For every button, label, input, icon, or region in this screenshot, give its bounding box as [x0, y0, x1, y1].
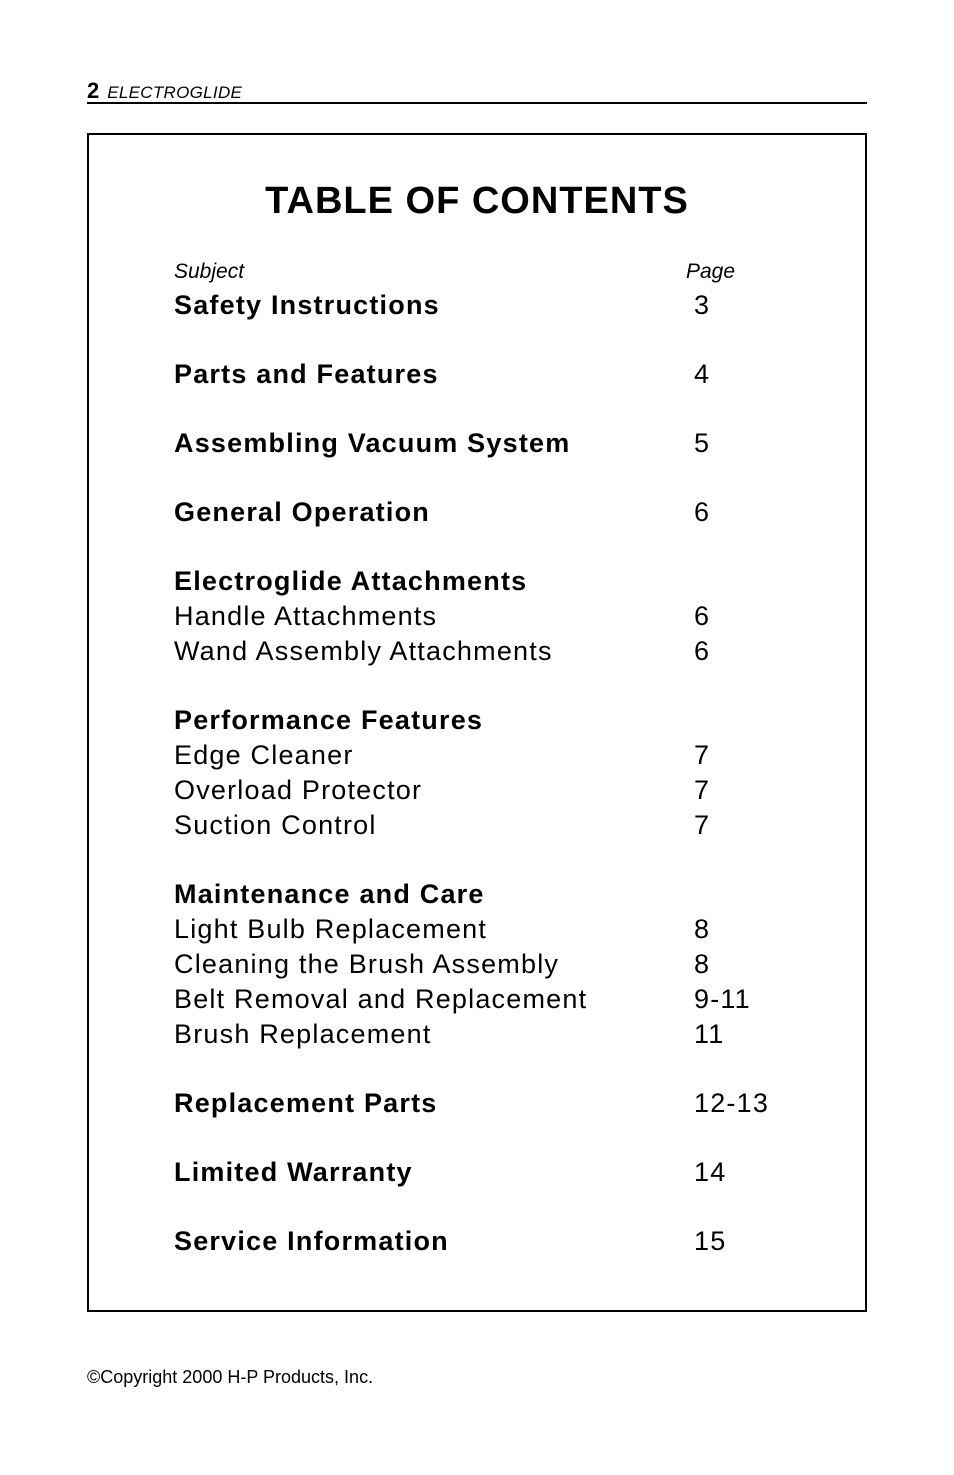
- toc-entry-label: Wand Assembly Attachments: [174, 636, 553, 666]
- page-column-header: Page: [686, 260, 736, 283]
- toc-entry-page: 8: [694, 949, 711, 979]
- toc-entry-page: 15: [694, 1226, 727, 1256]
- toc-entry-label: General Operation: [174, 497, 430, 527]
- toc-row-belt-removal-and-replacement: [174, 982, 854, 1017]
- toc-entry-label: Limited Warranty: [174, 1157, 413, 1187]
- subject-column-header: Subject: [174, 260, 245, 283]
- toc-entry-page: 7: [694, 810, 711, 840]
- toc-row-edge-cleaner: [174, 738, 854, 773]
- toc-entry-label: Handle Attachments: [174, 601, 438, 631]
- toc-entry-page: 5: [694, 428, 711, 458]
- toc-entry-label: Maintenance and Care: [174, 879, 485, 909]
- toc-entry-label: Belt Removal and Replacement: [174, 984, 588, 1014]
- toc-row-brush-replacement: [174, 1017, 854, 1052]
- toc-row-general-operation: [174, 495, 854, 530]
- toc-entry-page: 6: [694, 636, 711, 666]
- toc-row-overload-protector: [174, 773, 854, 808]
- toc-entry-label: Electroglide Attachments: [174, 566, 528, 596]
- toc-entry-page: 4: [694, 359, 711, 389]
- toc-entry-label: Service Information: [174, 1226, 449, 1256]
- toc-row-service-information: [174, 1224, 854, 1259]
- toc-entry-label: Parts and Features: [174, 359, 439, 389]
- toc-entry-page: 3: [694, 290, 711, 320]
- toc-row-performance-features: [174, 703, 854, 738]
- toc-entry-page: 12-13: [694, 1088, 770, 1118]
- toc-row-wand-assembly-attachments: [174, 634, 854, 669]
- toc-row-electroglide-attachments: [174, 564, 854, 599]
- toc-entry-page: 6: [694, 601, 711, 631]
- header-title: ELECTROGLIDE: [107, 83, 243, 102]
- toc-row-suction-control: [174, 808, 854, 843]
- page-number: 2: [87, 78, 100, 103]
- toc-entry-page: 11: [694, 1019, 725, 1049]
- toc-entry-page: 7: [694, 740, 711, 770]
- toc-entry-label: Suction Control: [174, 810, 377, 840]
- toc-entry-label: Assembling Vacuum System: [174, 428, 571, 458]
- toc-entry-label: Brush Replacement: [174, 1019, 432, 1049]
- toc-entry-page: 9-11: [694, 984, 751, 1014]
- toc-box: [87, 133, 867, 1312]
- toc-entry-label: Cleaning the Brush Assembly: [174, 949, 560, 979]
- toc-title: TABLE OF CONTENTS: [265, 180, 689, 222]
- toc-list: [174, 288, 854, 1259]
- toc-row-replacement-parts: [174, 1086, 854, 1121]
- toc-entry-label: Replacement Parts: [174, 1088, 438, 1118]
- toc-row-handle-attachments: [174, 599, 854, 634]
- toc-entry-page: 6: [694, 497, 711, 527]
- toc-entry-page: 8: [694, 914, 711, 944]
- toc-entry-page: 7: [694, 775, 711, 805]
- toc-entry-label: Safety Instructions: [174, 290, 440, 320]
- toc-entry-page: 14: [694, 1157, 727, 1187]
- page-header: [87, 78, 867, 104]
- toc-entry-label: Light Bulb Replacement: [174, 914, 488, 944]
- toc-row-parts-and-features: [174, 357, 854, 392]
- toc-row-cleaning-the-brush-assembly: [174, 947, 854, 982]
- toc-row-maintenance-and-care: [174, 877, 854, 912]
- toc-entry-label: Overload Protector: [174, 775, 423, 805]
- toc-row-light-bulb-replacement: [174, 912, 854, 947]
- toc-entry-label: Edge Cleaner: [174, 740, 354, 770]
- copyright-notice: ©Copyright 2000 H-P Products, Inc.: [87, 1367, 374, 1387]
- toc-row-safety-instructions: [174, 288, 854, 323]
- toc-row-assembling-vacuum-system: [174, 426, 854, 461]
- toc-entry-label: Performance Features: [174, 705, 484, 735]
- toc-row-limited-warranty: [174, 1155, 854, 1190]
